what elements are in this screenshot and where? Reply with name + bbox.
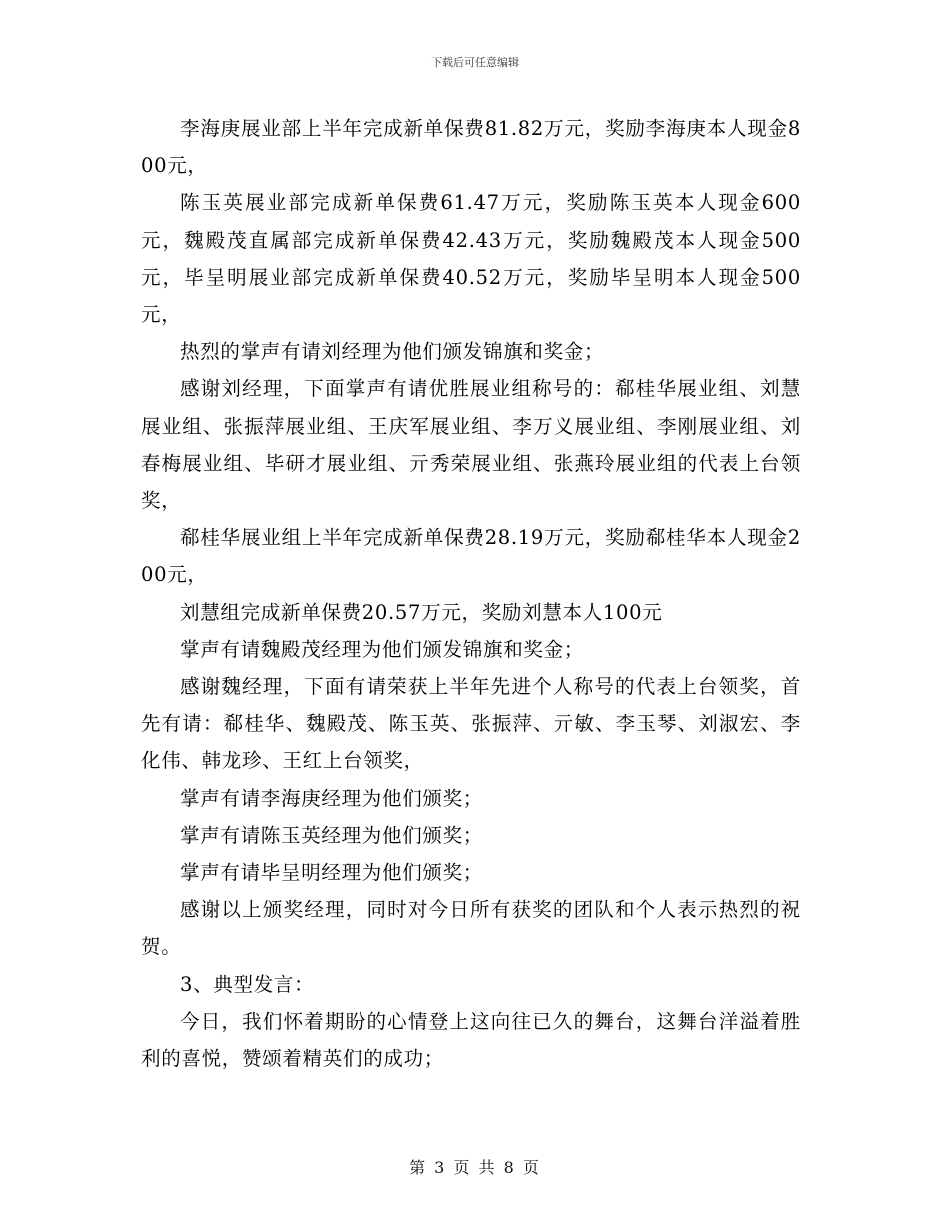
- paragraph: 李海庚展业部上半年完成新单保费81.82万元，奖励李海庚本人现金800元，: [141, 117, 801, 178]
- paragraph: 热烈的掌声有请刘经理为他们颁发锦旗和奖金；: [180, 340, 605, 364]
- page-header: 下载后可任意编辑: [431, 56, 519, 69]
- paragraph: 陈玉英展业部完成新单保费61.47万元，奖励陈玉英本人现金600元，魏殿茂直属部完成新单保费42.43万元，奖励魏殿茂本人现金500元，毕呈明展业部完成新单保费40.52万元，奖励毕呈明本人现金500元，: [141, 191, 801, 327]
- paragraph: 郗桂华展业组上半年完成新单保费28.19万元，奖励郗桂华本人现金200元，: [141, 526, 801, 587]
- section-heading: 3、典型发言：: [180, 972, 315, 996]
- paragraph: 掌声有请陈玉英经理为他们颁奖；: [180, 823, 484, 847]
- paragraph: 掌声有请李海庚经理为他们颁奖；: [180, 786, 484, 810]
- paragraph: 刘慧组完成新单保费20.57万元，奖励刘慧本人100元: [180, 600, 663, 624]
- paragraph: 感谢魏经理，下面有请荣获上半年先进个人称号的代表上台领奖，首先有请：郗桂华、魏殿茂、陈玉英、张振萍、亓敏、李玉琴、刘淑宏、李化伟、韩龙珍、王红上台领奖，: [141, 675, 801, 773]
- document-body: [141, 110, 801, 1077]
- paragraph: 今日，我们怀着期盼的心情登上这向往已久的舞台，这舞台洋溢着胜利的喜悦，赞颂着精英们的成功；: [141, 1009, 801, 1071]
- paragraph: 感谢以上颁奖经理，同时对今日所有获奖的团队和个人表示热烈的祝贺。: [141, 898, 801, 959]
- paragraph: 掌声有请魏殿茂经理为他们颁发锦旗和奖金；: [180, 637, 585, 661]
- page-number: 第 3 页 共 8 页: [409, 1158, 541, 1177]
- paragraph: 掌声有请毕呈明经理为他们颁奖；: [180, 861, 484, 885]
- paragraph: 感谢刘经理，下面掌声有请优胜展业组称号的：郗桂华展业组、刘慧展业组、张振萍展业组、王庆军展业组、李万义展业组、李刚展业组、刘春梅展业组、毕研才展业组、亓秀荣展业组、张燕玲展业组的代表上台领奖，: [141, 377, 801, 513]
